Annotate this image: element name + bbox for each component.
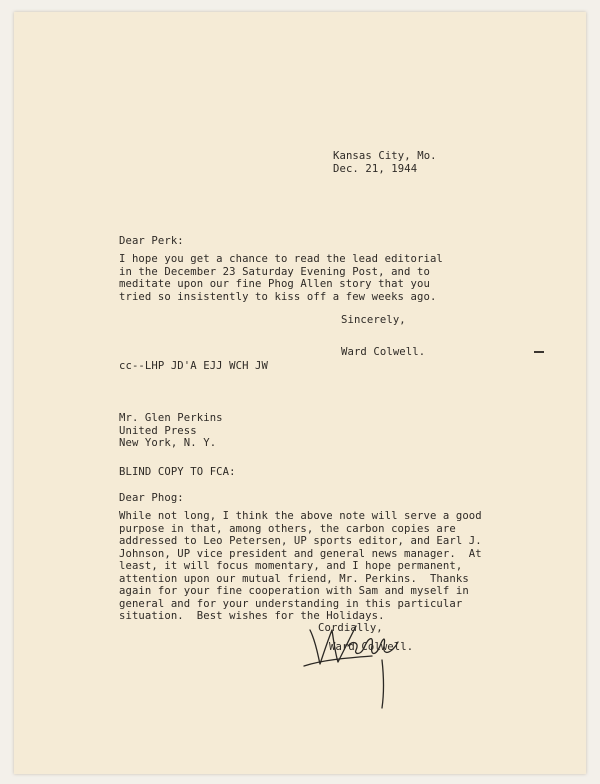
letter-salutation: Dear Perk: <box>119 235 184 247</box>
carbon-copy-list: cc--LHP JD'A EJJ WCH JW <box>119 360 268 372</box>
blind-copy-salutation: Dear Phog: <box>119 492 184 504</box>
letter-place: Kansas City, Mo. <box>333 150 437 162</box>
blind-copy-closing: Cordially, <box>318 622 383 634</box>
letter-body: I hope you get a chance to read the lead editorial in the December 23 Saturday Evening Post, and to meditate upon our fine Phog Allen story that you tried so insistently to kiss off a few weeks ago. <box>119 253 443 303</box>
blind-copy-signer: Ward Colwell. <box>329 641 414 653</box>
handwritten-signature <box>302 616 412 716</box>
margin-dash <box>534 351 544 353</box>
recipient-address: Mr. Glen Perkins United Press New York, N. Y. <box>119 412 223 449</box>
blind-copy-body: While not long, I think the above note will serve a good purpose in that, among others, the carbon copies are addressed to Leo Petersen, UP sports editor, and Earl J. Johnson, UP vice president and general news manager. At least, it will focus momentary, and I hope permanent, attention upon our mutual friend, Mr. Perkins. Thanks again for your fine cooperation with Sam and myself in general and for your understanding in this particular situation. Best wishes for the Holidays. <box>119 510 482 622</box>
letter-signer: Ward Colwell. <box>341 346 426 358</box>
blind-copy-heading: BLIND COPY TO FCA: <box>119 466 236 478</box>
letter-closing: Sincerely, <box>341 314 406 326</box>
letter-date: Dec. 21, 1944 <box>333 163 418 175</box>
letter-paper <box>14 12 586 774</box>
